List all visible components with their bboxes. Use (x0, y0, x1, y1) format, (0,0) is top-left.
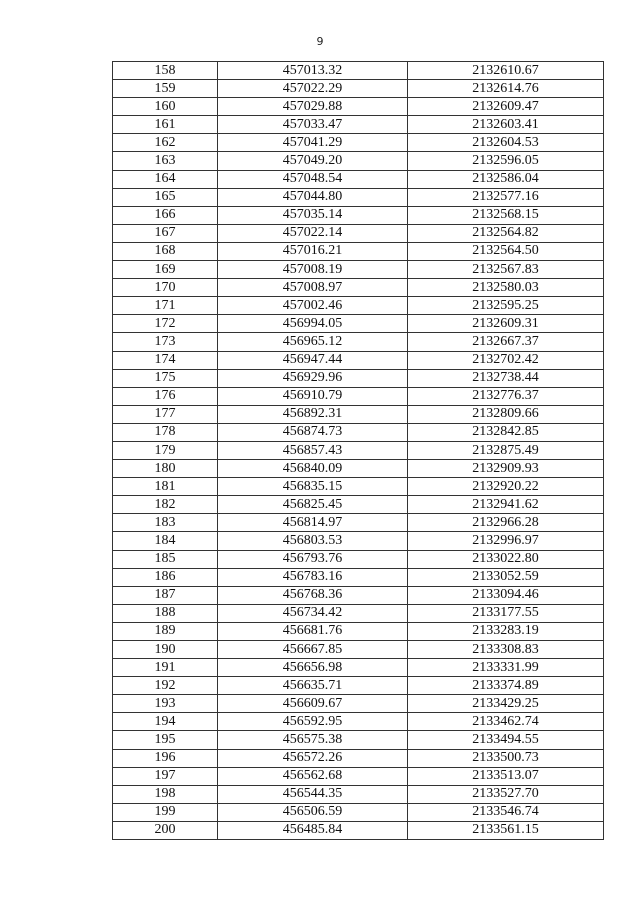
y-coordinate-cell: 2133429.25 (408, 695, 604, 713)
y-coordinate-cell: 2133462.74 (408, 713, 604, 731)
table-row (113, 98, 604, 116)
table-row (113, 622, 604, 640)
point-number-cell: 166 (113, 206, 218, 224)
x-coordinate-cell: 456857.43 (218, 441, 408, 459)
y-coordinate-cell: 2132580.03 (408, 279, 604, 297)
point-number-cell: 191 (113, 659, 218, 677)
point-number-cell: 190 (113, 641, 218, 659)
y-coordinate-cell: 2132809.66 (408, 405, 604, 423)
x-coordinate-cell: 456544.35 (218, 785, 408, 803)
point-number-cell: 176 (113, 387, 218, 405)
table-row (113, 677, 604, 695)
x-coordinate-cell: 456592.95 (218, 713, 408, 731)
point-number-cell: 180 (113, 460, 218, 478)
x-coordinate-cell: 457044.80 (218, 188, 408, 206)
point-number-cell: 164 (113, 170, 218, 188)
y-coordinate-cell: 2132595.25 (408, 297, 604, 315)
point-number-cell: 159 (113, 80, 218, 98)
table-row (113, 297, 604, 315)
x-coordinate-cell: 457033.47 (218, 116, 408, 134)
y-coordinate-cell: 2132702.42 (408, 351, 604, 369)
y-coordinate-cell: 2132996.97 (408, 532, 604, 550)
x-coordinate-cell: 456506.59 (218, 803, 408, 821)
table-row (113, 80, 604, 98)
y-coordinate-cell: 2133177.55 (408, 604, 604, 622)
y-coordinate-cell: 2132909.93 (408, 460, 604, 478)
table-row (113, 641, 604, 659)
x-coordinate-cell: 457041.29 (218, 134, 408, 152)
point-number-cell: 162 (113, 134, 218, 152)
x-coordinate-cell: 456609.67 (218, 695, 408, 713)
x-coordinate-cell: 456635.71 (218, 677, 408, 695)
point-number-cell: 160 (113, 98, 218, 116)
table-row (113, 279, 604, 297)
point-number-cell: 177 (113, 405, 218, 423)
table-row (113, 767, 604, 785)
point-number-cell: 198 (113, 785, 218, 803)
point-number-cell: 193 (113, 695, 218, 713)
y-coordinate-cell: 2132567.83 (408, 261, 604, 279)
y-coordinate-cell: 2133308.83 (408, 641, 604, 659)
table-row (113, 333, 604, 351)
table-row (113, 460, 604, 478)
x-coordinate-cell: 456947.44 (218, 351, 408, 369)
x-coordinate-cell: 456572.26 (218, 749, 408, 767)
x-coordinate-cell: 456656.98 (218, 659, 408, 677)
y-coordinate-cell: 2132604.53 (408, 134, 604, 152)
point-number-cell: 199 (113, 803, 218, 821)
coordinates-table-body (113, 62, 604, 840)
x-coordinate-cell: 457002.46 (218, 297, 408, 315)
y-coordinate-cell: 2133500.73 (408, 749, 604, 767)
table-row (113, 785, 604, 803)
table-row (113, 478, 604, 496)
table-row (113, 821, 604, 839)
table-row (113, 713, 604, 731)
x-coordinate-cell: 457029.88 (218, 98, 408, 116)
point-number-cell: 188 (113, 604, 218, 622)
table-row (113, 604, 604, 622)
point-number-cell: 171 (113, 297, 218, 315)
table-row (113, 315, 604, 333)
page-number: 9 (316, 35, 324, 48)
x-coordinate-cell: 456910.79 (218, 387, 408, 405)
x-coordinate-cell: 456783.16 (218, 568, 408, 586)
y-coordinate-cell: 2133527.70 (408, 785, 604, 803)
point-number-cell: 163 (113, 152, 218, 170)
point-number-cell: 186 (113, 568, 218, 586)
y-coordinate-cell: 2132614.76 (408, 80, 604, 98)
point-number-cell: 192 (113, 677, 218, 695)
x-coordinate-cell: 457022.29 (218, 80, 408, 98)
point-number-cell: 165 (113, 188, 218, 206)
x-coordinate-cell: 457048.54 (218, 170, 408, 188)
y-coordinate-cell: 2133494.55 (408, 731, 604, 749)
table-row (113, 586, 604, 604)
x-coordinate-cell: 456667.85 (218, 641, 408, 659)
point-number-cell: 184 (113, 532, 218, 550)
y-coordinate-cell: 2132738.44 (408, 369, 604, 387)
point-number-cell: 182 (113, 496, 218, 514)
table-row (113, 369, 604, 387)
y-coordinate-cell: 2133374.89 (408, 677, 604, 695)
table-row (113, 496, 604, 514)
table-row (113, 261, 604, 279)
y-coordinate-cell: 2132776.37 (408, 387, 604, 405)
point-number-cell: 172 (113, 315, 218, 333)
x-coordinate-cell: 457008.97 (218, 279, 408, 297)
table-row (113, 550, 604, 568)
y-coordinate-cell: 2133561.15 (408, 821, 604, 839)
y-coordinate-cell: 2132667.37 (408, 333, 604, 351)
table-row (113, 134, 604, 152)
table-row (113, 351, 604, 369)
table-row (113, 387, 604, 405)
point-number-cell: 196 (113, 749, 218, 767)
x-coordinate-cell: 457013.32 (218, 62, 408, 80)
point-number-cell: 168 (113, 242, 218, 260)
x-coordinate-cell: 456892.31 (218, 405, 408, 423)
point-number-cell: 185 (113, 550, 218, 568)
point-number-cell: 179 (113, 441, 218, 459)
point-number-cell: 158 (113, 62, 218, 80)
x-coordinate-cell: 456681.76 (218, 622, 408, 640)
point-number-cell: 178 (113, 423, 218, 441)
x-coordinate-cell: 456803.53 (218, 532, 408, 550)
point-number-cell: 194 (113, 713, 218, 731)
y-coordinate-cell: 2132568.15 (408, 206, 604, 224)
x-coordinate-cell: 456485.84 (218, 821, 408, 839)
x-coordinate-cell: 457022.14 (218, 224, 408, 242)
y-coordinate-cell: 2132966.28 (408, 514, 604, 532)
x-coordinate-cell: 457016.21 (218, 242, 408, 260)
x-coordinate-cell: 456814.97 (218, 514, 408, 532)
table-row (113, 659, 604, 677)
y-coordinate-cell: 2133094.46 (408, 586, 604, 604)
x-coordinate-cell: 457008.19 (218, 261, 408, 279)
table-row (113, 441, 604, 459)
coordinates-table (112, 61, 604, 840)
table-row (113, 731, 604, 749)
point-number-cell: 169 (113, 261, 218, 279)
y-coordinate-cell: 2133513.07 (408, 767, 604, 785)
x-coordinate-cell: 456840.09 (218, 460, 408, 478)
table-row (113, 242, 604, 260)
y-coordinate-cell: 2133052.59 (408, 568, 604, 586)
table-row (113, 62, 604, 80)
x-coordinate-cell: 456768.36 (218, 586, 408, 604)
point-number-cell: 181 (113, 478, 218, 496)
y-coordinate-cell: 2133331.99 (408, 659, 604, 677)
point-number-cell: 174 (113, 351, 218, 369)
y-coordinate-cell: 2132920.22 (408, 478, 604, 496)
y-coordinate-cell: 2132564.50 (408, 242, 604, 260)
table-row (113, 423, 604, 441)
table-row (113, 695, 604, 713)
point-number-cell: 173 (113, 333, 218, 351)
x-coordinate-cell: 456874.73 (218, 423, 408, 441)
x-coordinate-cell: 456562.68 (218, 767, 408, 785)
x-coordinate-cell: 457035.14 (218, 206, 408, 224)
y-coordinate-cell: 2132609.47 (408, 98, 604, 116)
y-coordinate-cell: 2132586.04 (408, 170, 604, 188)
table-row (113, 514, 604, 532)
table-row (113, 568, 604, 586)
y-coordinate-cell: 2133283.19 (408, 622, 604, 640)
point-number-cell: 197 (113, 767, 218, 785)
point-number-cell: 187 (113, 586, 218, 604)
x-coordinate-cell: 456835.15 (218, 478, 408, 496)
table-row (113, 224, 604, 242)
x-coordinate-cell: 456965.12 (218, 333, 408, 351)
x-coordinate-cell: 456734.42 (218, 604, 408, 622)
point-number-cell: 170 (113, 279, 218, 297)
x-coordinate-cell: 456994.05 (218, 315, 408, 333)
x-coordinate-cell: 456825.45 (218, 496, 408, 514)
y-coordinate-cell: 2132941.62 (408, 496, 604, 514)
y-coordinate-cell: 2132577.16 (408, 188, 604, 206)
y-coordinate-cell: 2132609.31 (408, 315, 604, 333)
table-row (113, 188, 604, 206)
point-number-cell: 161 (113, 116, 218, 134)
point-number-cell: 195 (113, 731, 218, 749)
table-row (113, 803, 604, 821)
y-coordinate-cell: 2132842.85 (408, 423, 604, 441)
table-row (113, 405, 604, 423)
y-coordinate-cell: 2133022.80 (408, 550, 604, 568)
point-number-cell: 189 (113, 622, 218, 640)
table-row (113, 152, 604, 170)
y-coordinate-cell: 2132610.67 (408, 62, 604, 80)
table-row (113, 206, 604, 224)
table-row (113, 170, 604, 188)
x-coordinate-cell: 456575.38 (218, 731, 408, 749)
y-coordinate-cell: 2132564.82 (408, 224, 604, 242)
table-row (113, 532, 604, 550)
point-number-cell: 200 (113, 821, 218, 839)
point-number-cell: 183 (113, 514, 218, 532)
point-number-cell: 167 (113, 224, 218, 242)
y-coordinate-cell: 2132603.41 (408, 116, 604, 134)
x-coordinate-cell: 456929.96 (218, 369, 408, 387)
y-coordinate-cell: 2132875.49 (408, 441, 604, 459)
table-row (113, 749, 604, 767)
y-coordinate-cell: 2133546.74 (408, 803, 604, 821)
x-coordinate-cell: 457049.20 (218, 152, 408, 170)
y-coordinate-cell: 2132596.05 (408, 152, 604, 170)
table-row (113, 116, 604, 134)
x-coordinate-cell: 456793.76 (218, 550, 408, 568)
point-number-cell: 175 (113, 369, 218, 387)
